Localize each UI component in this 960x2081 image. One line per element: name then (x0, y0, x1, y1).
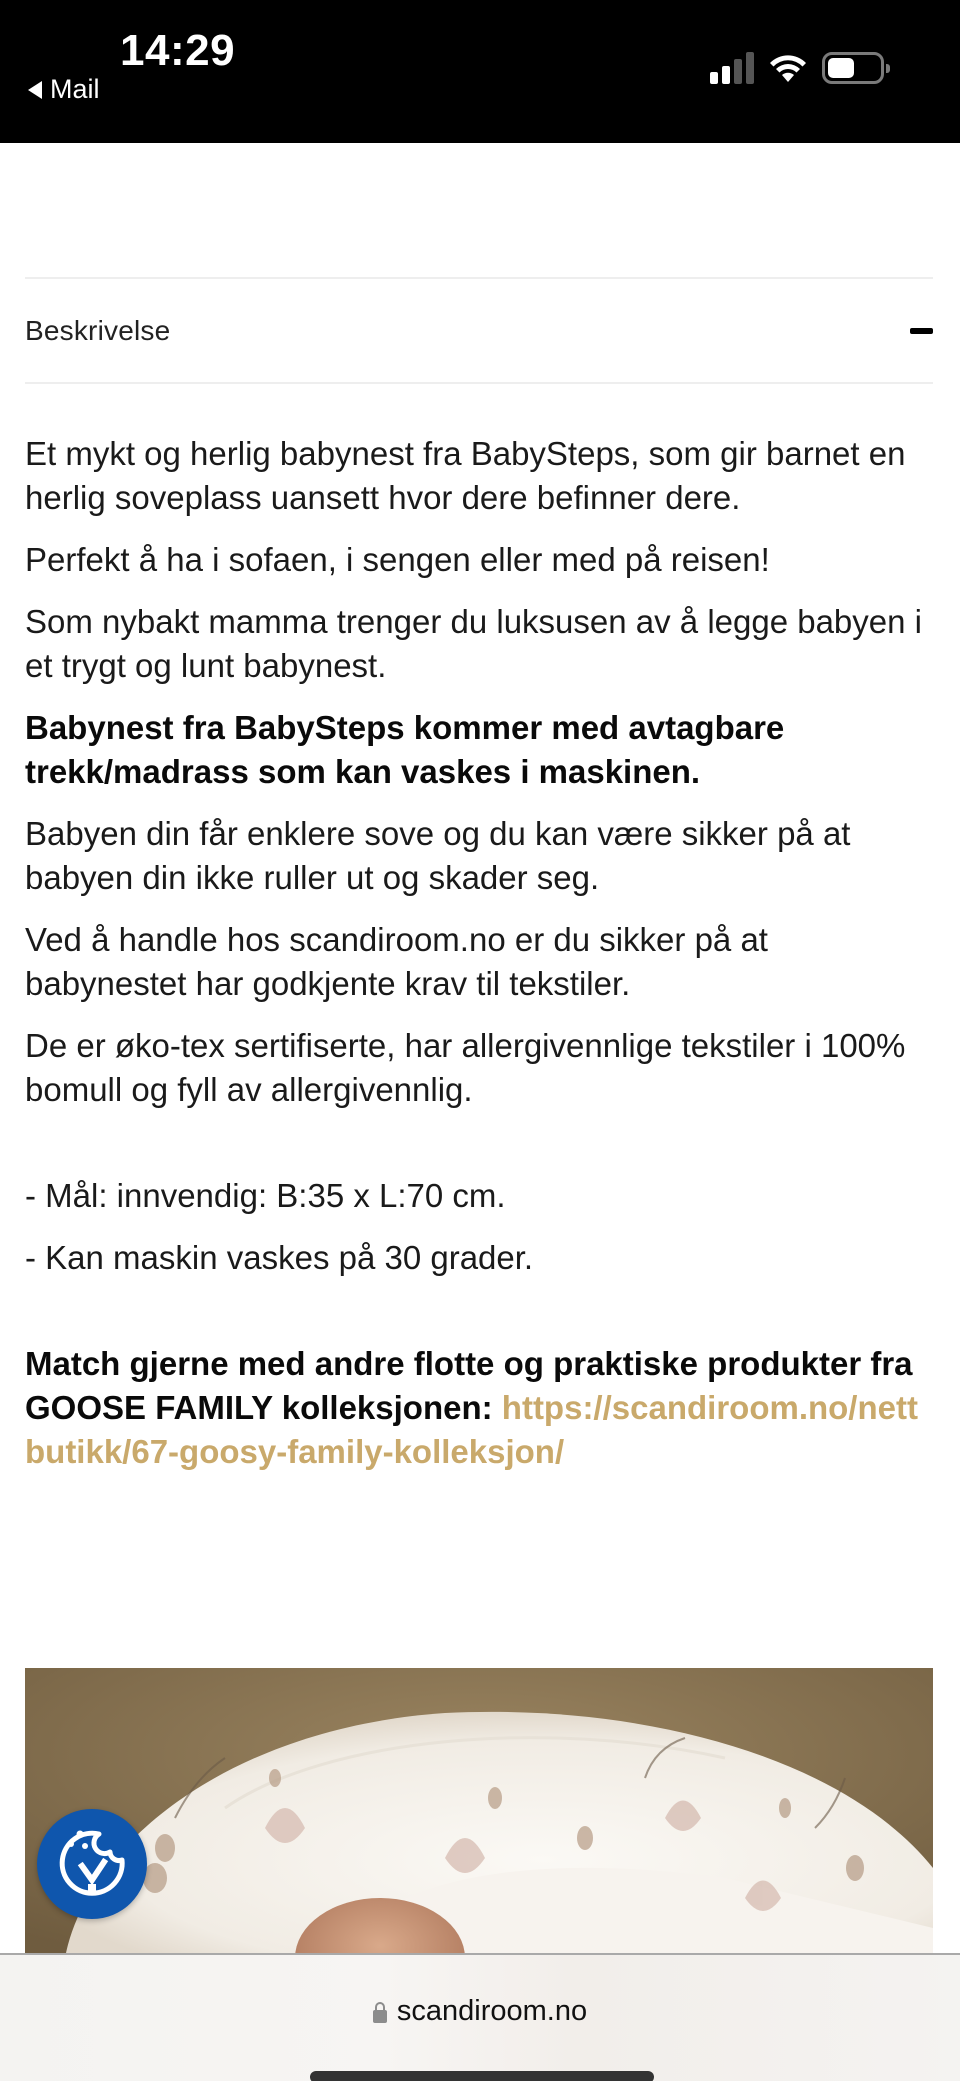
signal-icon (710, 52, 754, 84)
description-paragraph: Perfekt å ha i sofaen, i sengen eller med på reisen! (25, 541, 770, 578)
collection-link[interactable]: https://scandiroom.no/nettbutikk/67-goosy-family-kolleksjon/ (25, 1389, 918, 1470)
lock-icon (373, 2002, 387, 2024)
description-paragraph: Som nybakt mamma trenger du luksusen av å legge babyen i et trygt og lunt babynest. (25, 603, 922, 684)
back-to-mail-button[interactable] (28, 74, 100, 105)
back-label: Mail (50, 74, 100, 104)
status-time: 14:29 (120, 26, 236, 75)
address-bar[interactable] (0, 1995, 960, 2028)
collection-match-text (25, 1342, 933, 1474)
description-body (25, 384, 933, 1474)
battery-icon (822, 52, 884, 84)
status-icons (710, 52, 884, 84)
cookie-consent-button[interactable] (37, 1809, 147, 1919)
back-arrow-icon (28, 81, 42, 99)
babynest-photo (25, 1668, 933, 1958)
url-text: scandiroom.no (396, 1995, 588, 2027)
safari-bottom-bar (0, 1953, 960, 2081)
product-image (25, 1668, 933, 1958)
description-paragraph: Et mykt og herlig babynest fra BabySteps, som gir barnet en herlig soveplass uansett hvor dere befinner dere. (25, 435, 906, 516)
product-description-section (25, 143, 933, 1492)
cookie-consent-icon (52, 1824, 132, 1904)
description-highlight: Babynest fra BabySteps kommer med avtagbare trekk/madrass som kan vaskes i maskinen. (25, 709, 785, 790)
accordion-beskrivelse-toggle[interactable] (25, 279, 933, 382)
spec-item: - Kan maskin vaskes på 30 grader. (25, 1239, 534, 1276)
collapse-minus-icon[interactable] (910, 328, 933, 334)
description-paragraph: Babyen din får enklere sove og du kan være sikker på at babyen din ikke ruller ut og skader seg. (25, 815, 851, 896)
accordion-title: Beskrivelse (25, 314, 171, 346)
status-bar (0, 0, 960, 143)
description-paragraph: Ved å handle hos scandiroom.no er du sikker på at babynestet har godkjente krav til tekstiler. (25, 921, 768, 1002)
wifi-icon (768, 52, 808, 84)
home-indicator[interactable] (310, 2071, 654, 2081)
description-paragraph: De er øko-tex sertifiserte, har allergivennlige tekstiler i 100% bomull og fyll av allergivennlig. (25, 1027, 906, 1108)
match-text: Match gjerne med andre flotte og praktiske produkter fra GOOSE FAMILY kolleksjonen: (25, 1345, 913, 1426)
spec-item: - Mål: innvendig: B:35 x L:70 cm. (25, 1177, 506, 1214)
